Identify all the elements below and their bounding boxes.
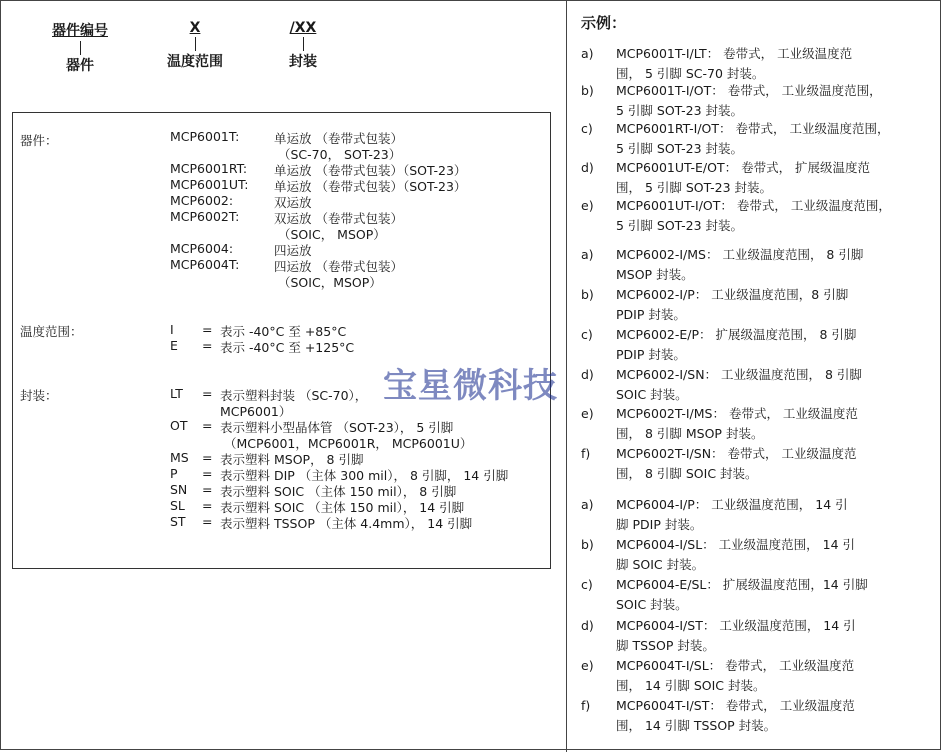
package-desc: 表示塑料 SOIC （主体 150 mil）， 14 引脚 — [220, 500, 465, 515]
example-letter: e) — [581, 198, 594, 213]
example-letter: c) — [581, 327, 593, 342]
example-line: 脚 PDIP 封装。 — [616, 517, 703, 532]
device-code: MCP6001RT: — [170, 161, 248, 176]
temperature-code: I — [170, 322, 174, 337]
example-line: PDIP 封装。 — [616, 347, 686, 362]
example-line: MCP6002-I/SN： 工业级温度范围， 8 引脚 — [616, 367, 862, 382]
package-desc: 表示塑料 DIP （主体 300 mil）， 8 引脚， 14 引脚 — [220, 468, 509, 483]
example-line: MCP6002T-I/MS： 卷带式， 工业级温度范 — [616, 406, 858, 421]
device-code: MCP6002T: — [170, 209, 240, 224]
part-number-temperature-label: 温度范围 — [167, 54, 223, 70]
package-code: ST — [170, 514, 186, 529]
device-desc: 单运放 （卷带式包装） — [274, 131, 403, 146]
example-letter: d) — [581, 367, 594, 382]
device-code: MCP6001T: — [170, 129, 240, 144]
example-line: MCP6004-I/SL： 工业级温度范围， 14 引 — [616, 537, 855, 552]
package-desc: 表示塑料 TSSOP （主体 4.4mm）， 14 引脚 — [220, 516, 473, 531]
example-line: MCP6004-I/ST： 工业级温度范围， 14 引 — [616, 618, 856, 633]
example-line: MCP6004-E/SL： 扩展级温度范围，14 引脚 — [616, 577, 868, 592]
example-letter: e) — [581, 658, 594, 673]
example-line: 围， 8 引脚 MSOP 封装。 — [616, 426, 764, 441]
example-line: MCP6001T-I/LT： 卷带式， 工业级温度范 — [616, 46, 853, 61]
temperature-desc: 表示 -40°C 至 +125°C — [220, 340, 355, 355]
example-line: MCP6001UT-E/OT： 卷带式， 扩展级温度范 — [616, 160, 871, 175]
package-code: OT — [170, 418, 188, 433]
equals-sign: = — [202, 450, 213, 465]
package-desc: MCP6001） — [220, 404, 292, 419]
equals-sign: = — [202, 418, 213, 433]
example-line: PDIP 封装。 — [616, 307, 686, 322]
example-letter: d) — [581, 160, 594, 175]
device-desc: （SC-70， SOT-23） — [278, 147, 402, 162]
device-desc: 单运放 （卷带式包装）（SOT-23） — [274, 163, 467, 178]
example-line: 围， 8 引脚 SOIC 封装。 — [616, 466, 758, 481]
example-line: 5 引脚 SOT-23 封装。 — [616, 218, 744, 233]
example-letter: a) — [581, 46, 594, 61]
temperature-code: E — [170, 338, 178, 353]
device-desc: 四运放 — [274, 243, 312, 258]
example-letter: b) — [581, 287, 594, 302]
example-line: MCP6002-I/MS： 工业级温度范围， 8 引脚 — [616, 247, 864, 262]
package-code: SN — [170, 482, 188, 497]
example-letter: c) — [581, 121, 593, 136]
equals-sign: = — [202, 514, 213, 529]
part-number-package — [282, 20, 324, 71]
device-code: MCP6002: — [170, 193, 234, 208]
device-code: MCP6004: — [170, 241, 234, 256]
example-letter: a) — [581, 247, 594, 262]
example-line: MCP6001T-I/OT： 卷带式， 工业级温度范围， — [616, 83, 882, 98]
part-number-device-code: 器件编号 — [52, 23, 108, 39]
example-line: 脚 SOIC 封装。 — [616, 557, 705, 572]
part-number-package-code: /XX — [289, 20, 317, 36]
package-desc: 表示塑料小型晶体管 （SOT-23）， 5 引脚 — [220, 420, 454, 435]
example-line: MCP6002-E/P： 扩展级温度范围， 8 引脚 — [616, 327, 857, 342]
part-number-connector — [303, 37, 304, 51]
example-letter: f) — [581, 698, 591, 713]
device-desc: 双运放 — [274, 195, 312, 210]
example-letter: b) — [581, 83, 594, 98]
package-code: MS — [170, 450, 189, 465]
part-number-temperature — [165, 20, 225, 71]
device-desc: 双运放 （卷带式包装） — [274, 211, 403, 226]
equals-sign: = — [202, 482, 213, 497]
example-letter: b) — [581, 537, 594, 552]
watermark: 宝星微科技 — [383, 366, 558, 406]
part-number-device — [52, 20, 108, 75]
part-number-device-label: 器件 — [66, 58, 94, 74]
part-number-temperature-code: X — [189, 20, 201, 36]
example-line: 围， 5 引脚 SOT-23 封装。 — [616, 180, 773, 195]
equals-sign: = — [202, 322, 213, 337]
package-code: LT — [170, 386, 183, 401]
example-line: 脚 TSSOP 封装。 — [616, 638, 715, 653]
package-section-title: 封装： — [20, 388, 58, 403]
example-line: 围， 5 引脚 SC-70 封装。 — [616, 66, 765, 81]
example-line: 围， 14 引脚 TSSOP 封装。 — [616, 718, 777, 733]
example-line: MSOP 封装。 — [616, 267, 694, 282]
package-desc: （MCP6001，MCP6001R， MCP6001U） — [224, 436, 473, 451]
temperature-section-title: 温度范围： — [20, 324, 83, 339]
example-line: MCP6001RT-I/OT： 卷带式， 工业级温度范围， — [616, 121, 890, 136]
package-code: P — [170, 466, 178, 481]
example-line: 5 引脚 SOT-23 封装。 — [616, 103, 744, 118]
part-number-package-label: 封装 — [289, 54, 317, 70]
example-line: MCP6004T-I/SL： 卷带式， 工业级温度范 — [616, 658, 855, 673]
equals-sign: = — [202, 338, 213, 353]
example-line: SOIC 封装。 — [616, 597, 688, 612]
examples-title: 示例： — [581, 14, 627, 32]
package-desc: 表示塑料 MSOP， 8 引脚 — [220, 452, 364, 467]
part-number-connector — [80, 41, 81, 55]
example-line: SOIC 封装。 — [616, 387, 688, 402]
package-desc: 表示塑料封装 （SC-70）， — [220, 388, 368, 403]
example-letter: f) — [581, 446, 591, 461]
part-number-connector — [195, 37, 196, 51]
device-desc: （SOIC， MSOP） — [278, 227, 386, 242]
example-letter: c) — [581, 577, 593, 592]
example-line: MCP6001UT-I/OT： 卷带式， 工业级温度范围， — [616, 198, 891, 213]
device-desc: 四运放 （卷带式包装） — [274, 259, 403, 274]
device-code: MCP6001UT: — [170, 177, 249, 192]
example-line: MCP6002T-I/SN： 卷带式， 工业级温度范 — [616, 446, 857, 461]
device-section-title: 器件： — [20, 133, 58, 148]
example-letter: e) — [581, 406, 594, 421]
example-letter: d) — [581, 618, 594, 633]
example-line: MCP6002-I/P： 工业级温度范围，8 引脚 — [616, 287, 849, 302]
example-line: MCP6004-I/P： 工业级温度范围， 14 引 — [616, 497, 848, 512]
device-code: MCP6004T: — [170, 257, 240, 272]
example-line: 5 引脚 SOT-23 封装。 — [616, 141, 744, 156]
temperature-desc: 表示 -40°C 至 +85°C — [220, 324, 347, 339]
equals-sign: = — [202, 386, 213, 401]
package-desc: 表示塑料 SOIC （主体 150 mil）， 8 引脚 — [220, 484, 457, 499]
example-line: MCP6004T-I/ST： 卷带式， 工业级温度范 — [616, 698, 855, 713]
device-desc: （SOIC，MSOP） — [278, 275, 382, 290]
column-divider — [566, 0, 567, 752]
example-line: 围， 14 引脚 SOIC 封装。 — [616, 678, 766, 693]
example-letter: a) — [581, 497, 594, 512]
equals-sign: = — [202, 466, 213, 481]
device-desc: 单运放 （卷带式包装）（SOT-23） — [274, 179, 467, 194]
equals-sign: = — [202, 498, 213, 513]
package-code: SL — [170, 498, 185, 513]
